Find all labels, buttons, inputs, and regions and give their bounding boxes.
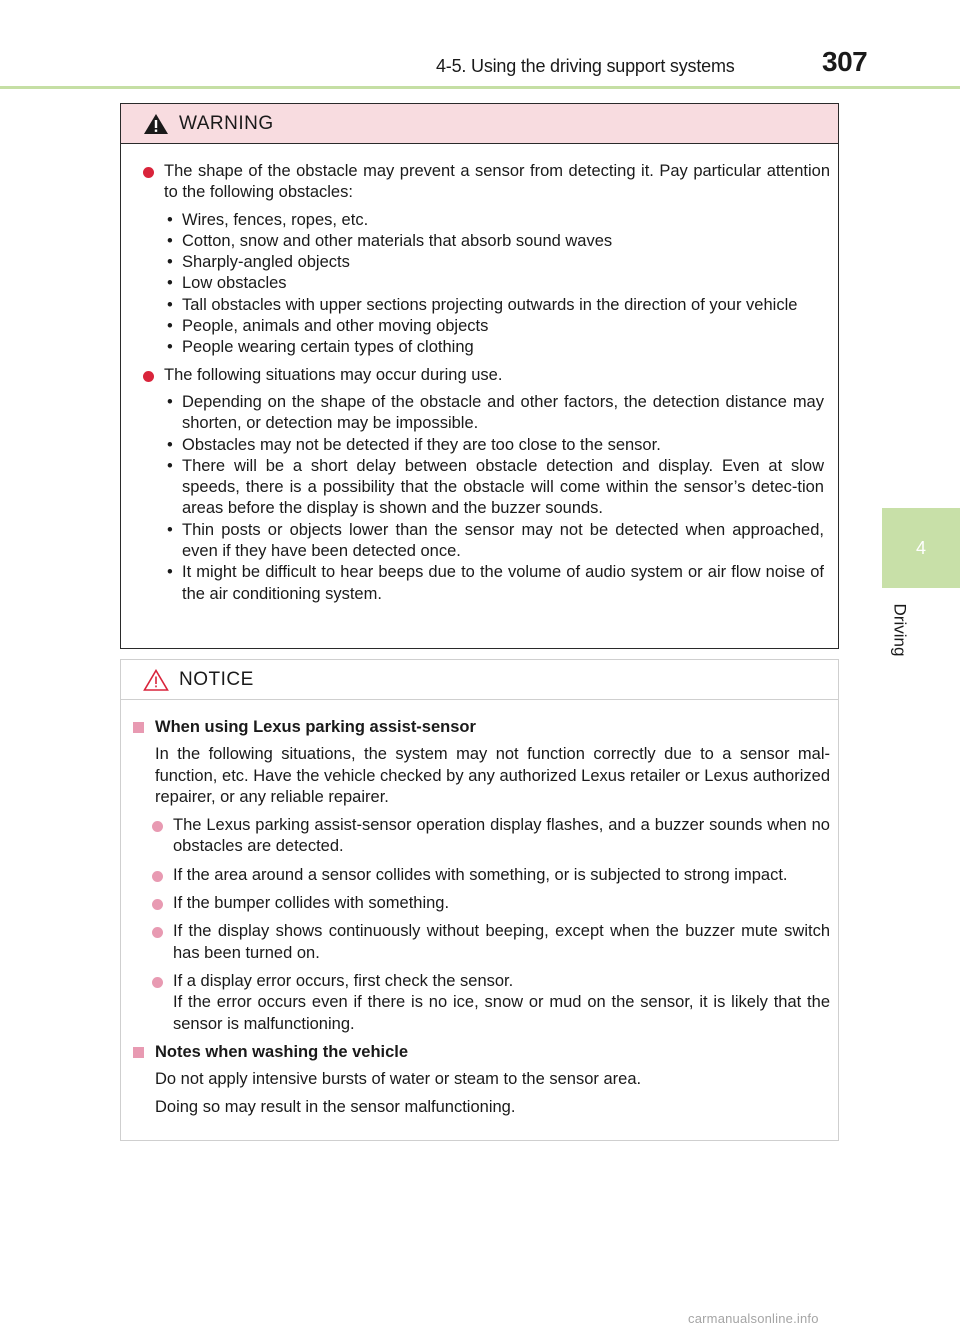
warning-body <box>121 144 838 605</box>
warning-header <box>121 104 838 144</box>
warning-sub-list <box>143 392 830 605</box>
notice-title: NOTICE <box>179 668 254 690</box>
bullet-dot-icon <box>152 871 163 882</box>
notice-bullet-list <box>131 815 830 1035</box>
notice-bullet: If the bumper collides with something. <box>152 893 830 914</box>
notice-section-heading: Notes when washing the vehicle <box>131 1042 830 1063</box>
sub-list-item: • Wires, fences, ropes, etc. <box>167 210 369 229</box>
warning-bullet-text: The shape of the obstacle may prevent a sensor from detecting it. Pay particular attention to the following obstacles: <box>164 162 830 202</box>
chapter-tab <box>882 508 960 588</box>
sub-list-item: • People, animals and other moving objects <box>167 317 489 336</box>
square-bullet-icon <box>133 1047 144 1058</box>
warning-triangle-icon <box>143 113 169 135</box>
warning-title: WARNING <box>179 112 274 134</box>
sub-list-item: • Low obstacles <box>167 274 287 293</box>
warning-bullet-text: The following situations may occur during use. <box>164 365 503 384</box>
header-divider <box>0 86 960 89</box>
sub-list-item: • There will be a short delay between obstacle detection and display. Even at slow speeds, there is a possibility that the obstacle will come within the sensor’s detec-tion areas before the display is shown and the buzzer sounds. <box>167 456 824 518</box>
chapter-label <box>884 598 914 662</box>
notice-box <box>120 659 839 1141</box>
sub-list-item: • Cotton, snow and other materials that absorb sound waves <box>167 231 613 250</box>
notice-bullet: If the display shows continuously without beeping, except when the buzzer mute switch has been turned on. <box>152 921 830 964</box>
sub-list-item: • People wearing certain types of clothing <box>167 338 474 357</box>
bullet-dot-icon <box>143 167 154 178</box>
chapter-number: 4 <box>915 537 926 558</box>
notice-paragraph: Doing so may result in the sensor malfunctioning. <box>155 1098 516 1117</box>
section-header-title: 4-5. Using the driving support systems <box>436 56 735 76</box>
bullet-dot-icon <box>152 821 163 832</box>
sub-list-item: • Obstacles may not be detected if they are too close to the sensor. <box>167 435 661 454</box>
warning-bullet <box>143 365 830 386</box>
notice-body <box>121 700 838 1119</box>
warning-bullet <box>143 161 830 204</box>
notice-bullet: The Lexus parking assist-sensor operation display flashes, and a buzzer sounds when no obstacles are detected. <box>152 815 830 858</box>
notice-bullet: If a display error occurs, first check the sensor. If the error occurs even if there is no ice, snow or mud on the sensor, it is likely that the sensor is malfunctioning. <box>152 971 830 1035</box>
caution-triangle-icon <box>143 669 169 691</box>
watermark-text: carmanualsonline.info <box>688 1311 819 1326</box>
sub-list-item: • Sharply-angled objects <box>167 253 350 272</box>
warning-sub-list <box>143 210 830 359</box>
bullet-dot-icon <box>143 371 154 382</box>
notice-section-heading: When using Lexus parking assist-sensor <box>131 717 830 738</box>
square-bullet-icon <box>133 722 144 733</box>
bullet-dot-icon <box>152 899 163 910</box>
notice-header <box>121 660 838 700</box>
bullet-dot-icon <box>152 927 163 938</box>
sub-list-item: • Depending on the shape of the obstacle and other factors, the detection distance may shorten, or detection may be impossible. <box>167 392 824 433</box>
sub-list-item: • Thin posts or objects lower than the sensor may not be detected when approached, even if they have been detected once. <box>167 520 824 561</box>
sub-list-item: • It might be difficult to hear beeps due to the volume of audio system or air flow noise of the air conditioning system. <box>167 563 824 603</box>
warning-box <box>120 103 839 649</box>
bullet-dot-icon <box>152 977 163 988</box>
sub-list-item: • Tall obstacles with upper sections projecting outwards in the direction of your vehicle <box>167 295 798 314</box>
notice-paragraph: In the following situations, the system may not function correctly due to a sensor mal-function, etc. Have the vehicle checked by any authorized Lexus retailer or Lexus authorized repairer, or any reliable repairer. <box>155 745 830 806</box>
chapter-name: Driving <box>890 603 909 657</box>
notice-paragraph: Do not apply intensive bursts of water or steam to the sensor area. <box>155 1070 642 1089</box>
page-number: 307 <box>822 46 868 77</box>
notice-bullet: If the area around a sensor collides with something, or is subjected to strong impact. <box>152 865 830 886</box>
